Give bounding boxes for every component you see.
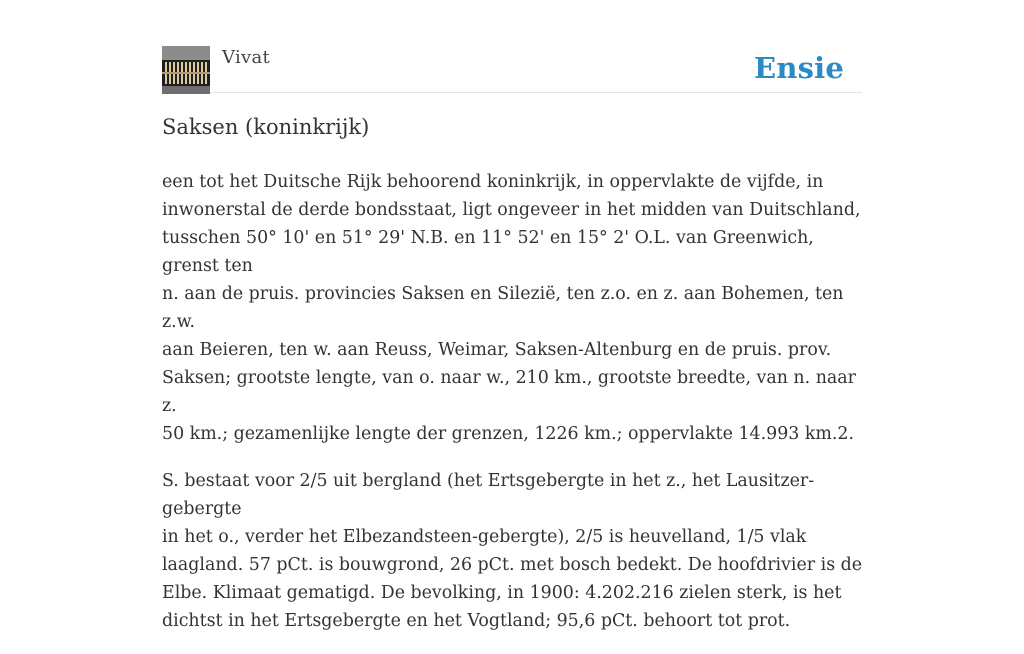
paragraph-line: Saksen; grootste lengte, van o. naar w., 210 km., grootste breedte, van n. naar z. bbox=[162, 368, 856, 416]
paragraph-line: inwonerstal de derde bondsstaat, ligt ongeveer in het midden van Duitschland, bbox=[162, 200, 861, 220]
paragraph-line: 50 km.; gezamenlijke lengte der grenzen, 1226 km.; oppervlakte 14.993 km.2. bbox=[162, 424, 855, 444]
avatar-image bbox=[162, 46, 210, 94]
paragraph-line: dichtst in het Ertsgebergte en het Vogtland; 95,6 pCt. behoort tot prot. bbox=[162, 611, 791, 631]
article-paragraph bbox=[162, 168, 864, 448]
paragraph-line: Elbe. Klimaat gematigd. De bevolking, in 1900: 4.202.216 zielen sterk, is het bbox=[162, 583, 842, 603]
article-paragraph bbox=[162, 467, 864, 635]
source-name[interactable]: Vivat bbox=[222, 47, 271, 68]
article-body bbox=[162, 168, 864, 654]
paragraph-line: tusschen 50° 10' en 51° 29' N.B. en 11° 52' en 15° 2' O.L. van Greenwich, grenst ten bbox=[162, 228, 814, 276]
ensie-logo[interactable]: Ensie bbox=[754, 51, 844, 85]
paragraph-line: laagland. 57 pCt. is bouwgrond, 26 pCt. met bosch bedekt. De hoofdrivier is de bbox=[162, 555, 863, 575]
article-title: Saksen (koninkrijk) bbox=[162, 115, 370, 139]
paragraph-line: aan Beieren, ten w. aan Reuss, Weimar, Saksen-Altenburg en de pruis. prov. bbox=[162, 340, 832, 360]
book-spines-avatar-icon[interactable] bbox=[162, 46, 210, 94]
paragraph-line: n. aan de pruis. provincies Saksen en Silezië, ten z.o. en z. aan Bohemen, ten z.w. bbox=[162, 284, 844, 332]
paragraph-line: in het o., verder het Elbezandsteen-gebergte), 2/5 is heuvelland, 1/5 vlak bbox=[162, 527, 807, 547]
article-header bbox=[162, 46, 862, 93]
paragraph-line: S. bestaat voor 2/5 uit bergland (het Ertsgebergte in het z., het Lausitzer-gebergte bbox=[162, 471, 815, 519]
paragraph-line: een tot het Duitsche Rijk behoorend koninkrijk, in oppervlakte de vijfde, in bbox=[162, 172, 824, 192]
